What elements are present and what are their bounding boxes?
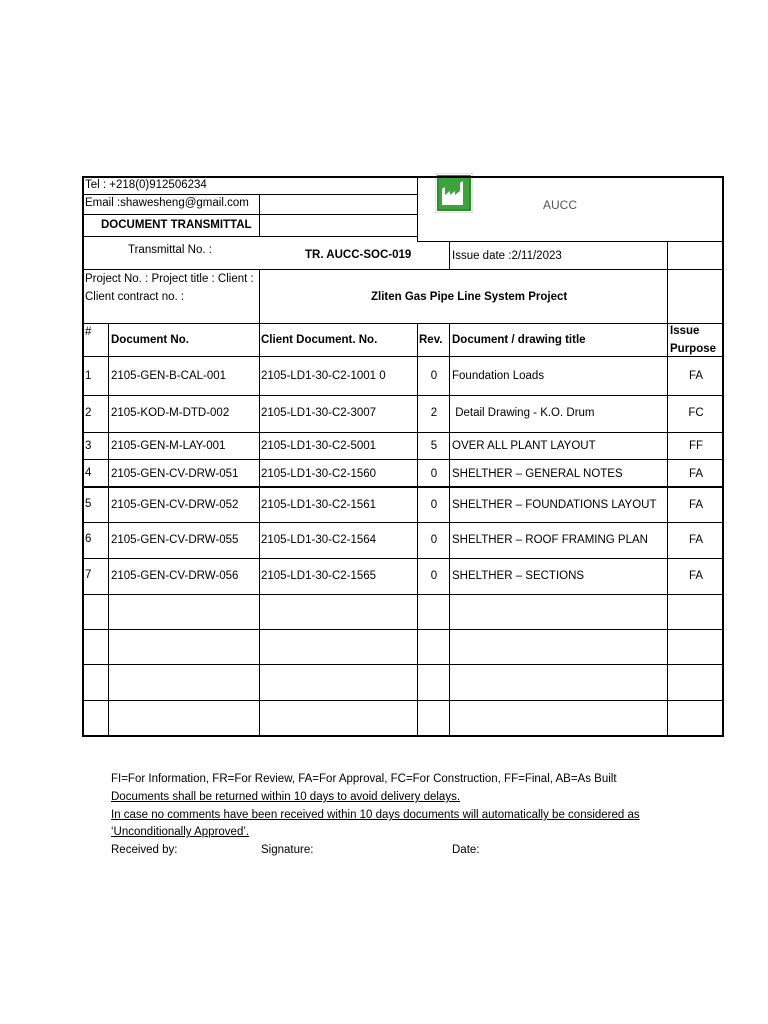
- cell-document-no: 2105-GEN-CV-DRW-056: [111, 570, 239, 582]
- cell-purpose: FA: [688, 499, 704, 511]
- col-header-document-no: Document No.: [111, 334, 189, 346]
- cell-number: 2: [85, 407, 92, 419]
- cell-purpose: FA: [688, 570, 704, 582]
- cell-title: Detail Drawing - K.O. Drum: [452, 407, 595, 419]
- transmittal-number: TR. AUCC-SOC-019: [305, 249, 412, 261]
- cell-title: Foundation Loads: [452, 370, 545, 382]
- cell-number: 6: [85, 533, 92, 545]
- cell-number: 7: [85, 569, 92, 581]
- cell-rev: 2: [430, 407, 438, 419]
- tel-text: Tel : +218(0)912506234: [85, 179, 207, 191]
- cell-document-no: 2105-GEN-CV-DRW-051: [111, 468, 239, 480]
- col-header-client-document-no: Client Document. No.: [261, 334, 378, 346]
- purpose-legend: FI=For Information, FR=For Review, FA=For Approval, FC=For Construction, FF=Final, AB=As Built: [111, 773, 617, 785]
- cell-document-no: 2105-GEN-M-LAY-001: [111, 440, 226, 452]
- cell-rev: 0: [430, 468, 438, 480]
- cell-purpose: FF: [688, 440, 704, 452]
- cell-client-document-no: 2105-LD1-30-C2-1561: [261, 499, 377, 511]
- cell-client-document-no: 2105-LD1-30-C2-1001 0: [261, 370, 386, 382]
- client-contract-label: Client contract no. :: [85, 291, 185, 303]
- cell-document-no: 2105-GEN-CV-DRW-055: [111, 534, 239, 546]
- transmittal-label: Transmittal No. :: [128, 244, 212, 256]
- cell-purpose: FA: [688, 468, 704, 480]
- cell-title: SHELTHER – GENERAL NOTES: [452, 468, 623, 480]
- col-header-title: Document / drawing title: [452, 334, 586, 346]
- document-title: DOCUMENT TRANSMITTAL: [101, 219, 252, 231]
- cell-purpose: FA: [688, 534, 704, 546]
- cell-client-document-no: 2105-LD1-30-C2-1565: [261, 570, 377, 582]
- cell-title: SHELTHER – FOUNDATIONS LAYOUT: [452, 499, 657, 511]
- col-header-purpose: Purpose: [670, 343, 717, 355]
- approval-note-continued: ‘Unconditionally Approved’.: [111, 826, 250, 838]
- cell-client-document-no: 2105-LD1-30-C2-3007: [261, 407, 377, 419]
- cell-title: OVER ALL PLANT LAYOUT: [452, 440, 596, 452]
- received-by-label: Received by:: [111, 844, 178, 856]
- approval-note: In case no comments have been received within 10 days documents will automatically be considered as: [111, 809, 640, 821]
- cell-rev: 0: [430, 534, 438, 546]
- cell-client-document-no: 2105-LD1-30-C2-1564: [261, 534, 377, 546]
- date-label: Date:: [452, 844, 480, 856]
- cell-rev: 0: [430, 570, 438, 582]
- cell-purpose: FC: [688, 407, 704, 419]
- cell-title: SHELTHER – ROOF FRAMING PLAN: [452, 534, 648, 546]
- company-name: AUCC: [543, 198, 578, 212]
- cell-rev: 0: [430, 370, 438, 382]
- cell-purpose: FA: [688, 370, 704, 382]
- cell-number: 4: [85, 467, 92, 479]
- issue-date: Issue date :2/11/2023: [452, 250, 562, 262]
- return-note: Documents shall be returned within 10 days to avoid delivery delays.: [111, 791, 461, 803]
- email-text: Email :shawesheng@gmail.com: [85, 197, 249, 209]
- cell-number: 3: [85, 440, 92, 452]
- factory-logo-icon: [435, 173, 473, 213]
- col-header-number: #: [85, 326, 92, 338]
- cell-document-no: 2105-KOD-M-DTD-002: [111, 407, 230, 419]
- col-header-issue: Issue: [670, 325, 700, 337]
- cell-client-document-no: 2105-LD1-30-C2-1560: [261, 468, 377, 480]
- signature-label: Signature:: [261, 844, 314, 856]
- project-label: Project No. : Project title : Client :: [85, 273, 254, 285]
- cell-rev: 0: [430, 499, 438, 511]
- cell-client-document-no: 2105-LD1-30-C2-5001: [261, 440, 377, 452]
- cell-number: 1: [85, 370, 92, 382]
- cell-title: SHELTHER – SECTIONS: [452, 570, 585, 582]
- cell-rev: 5: [430, 440, 438, 452]
- cell-document-no: 2105-GEN-CV-DRW-052: [111, 499, 239, 511]
- cell-number: 5: [85, 498, 92, 510]
- col-header-rev: Rev.: [419, 334, 443, 346]
- cell-document-no: 2105-GEN-B-CAL-001: [111, 370, 227, 382]
- project-title: Zliten Gas Pipe Line System Project: [371, 291, 568, 303]
